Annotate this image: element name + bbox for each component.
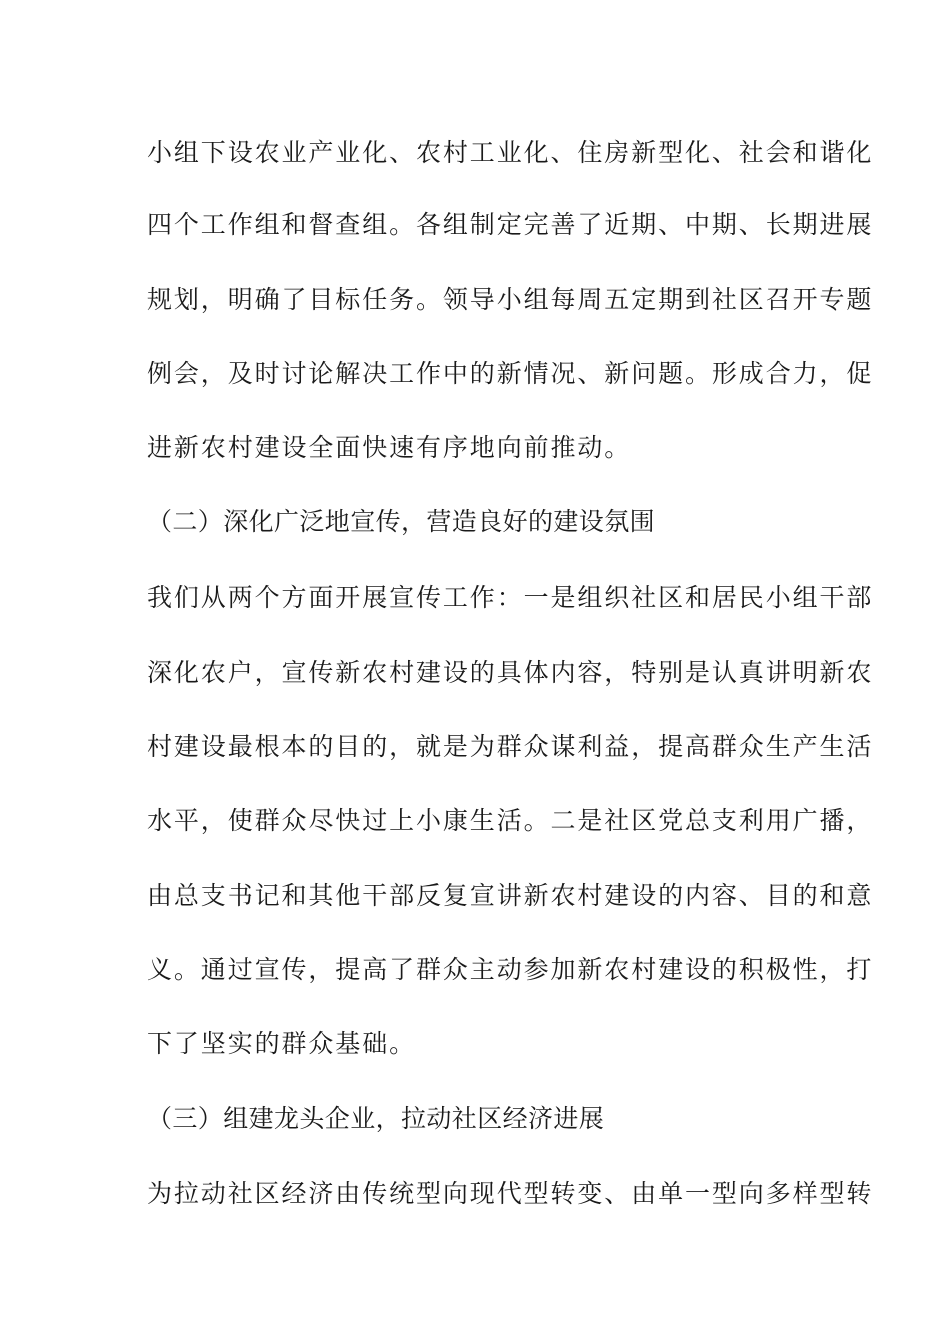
- paragraph-line: 四个工作组和督查组。各组制定完善了近期、中期、长期进展: [147, 210, 874, 239]
- paragraph-line: 为拉动社区经济由传统型向现代型转变、由单一型向多样型转: [147, 1179, 874, 1208]
- paragraph-line: 下了坚实的群众基础。: [147, 1029, 417, 1058]
- paragraph-line: 水平，使群众尽快过上小康生活。二是社区党总支利用广播，: [147, 806, 874, 835]
- paragraph-line: 例会，及时讨论解决工作中的新情况、新问题。形成合力，促: [147, 359, 874, 388]
- paragraph-line: 我们从两个方面开展宣传工作：一是组织社区和居民小组干部: [147, 583, 874, 612]
- section-heading: （三）组建龙头企业，拉动社区经济进展: [147, 1104, 605, 1133]
- paragraph-line: 义。通过宣传，提高了群众主动参加新农村建设的积极性，打: [147, 955, 874, 984]
- paragraph-line: 小组下设农业产业化、农村工业化、住房新型化、社会和谐化: [147, 138, 874, 167]
- paragraph-line: 深化农户，宣传新农村建设的具体内容，特别是认真讲明新农: [147, 658, 874, 687]
- paragraph-line: 村建设最根本的目的，就是为群众谋利益，提高群众生产生活: [147, 732, 874, 761]
- section-heading: （二）深化广泛地宣传，营造良好的建设氛围: [147, 507, 656, 536]
- paragraph-line: 规划，明确了目标任务。领导小组每周五定期到社区召开专题: [147, 285, 874, 314]
- paragraph-line: 进新农村建设全面快速有序地向前推动。: [147, 433, 632, 462]
- paragraph-line: 由总支书记和其他干部反复宣讲新农村建设的内容、目的和意: [147, 881, 874, 910]
